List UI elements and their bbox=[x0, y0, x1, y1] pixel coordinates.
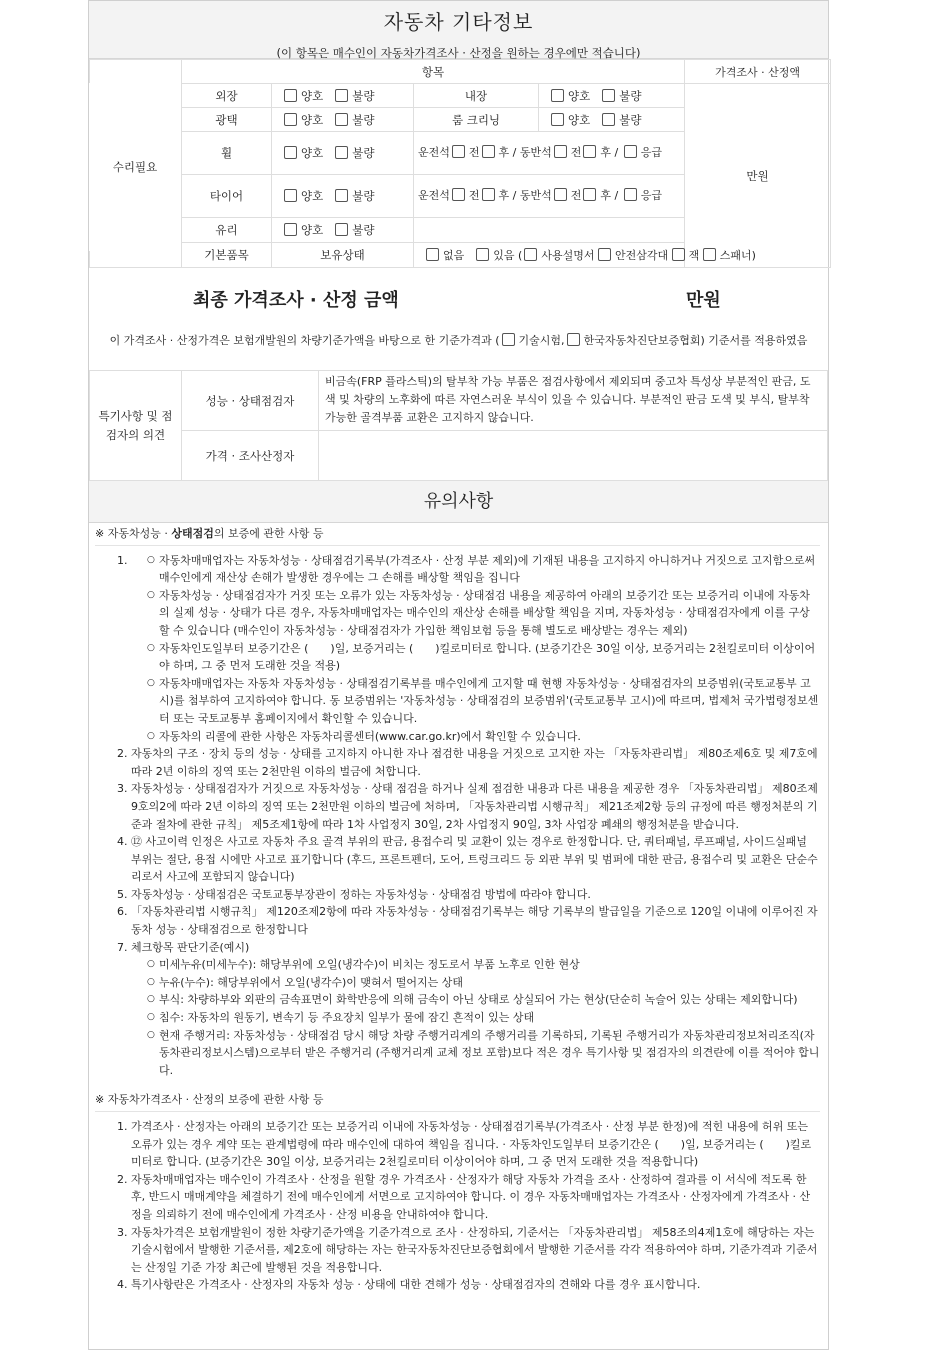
section-1-list bbox=[95, 552, 820, 1080]
notice-body bbox=[89, 525, 828, 1294]
possession-have-checkbox[interactable] bbox=[476, 248, 489, 261]
final-amount-label: 최종 가격조사 · 산정 금액 bbox=[193, 290, 399, 311]
possession-options: 없음 있음 ( 사용설명서 안전삼각대 잭 스패너) bbox=[414, 243, 831, 268]
wheel-driver-rear-checkbox[interactable] bbox=[482, 145, 495, 158]
section-1-heading: ※ 자동차성능 · 상태점검의 보증에 관한 사항 등 bbox=[95, 525, 820, 546]
row-label-room-cleaning: 룸 크리닝 bbox=[414, 108, 539, 132]
kadb-checkbox[interactable] bbox=[567, 333, 580, 346]
notice-title: 유의사항 bbox=[89, 481, 828, 523]
list-item: 4. ⑫ 사고이력 인정은 사고로 자동차 주요 골격 부위의 판금, 용접수리 및 교환이 있는 경우로 한정합니다. 단, 쿼터패널, 루프패널, 사이드실패널 부위는 절단, 용접 시에만 사고로 표기합니다 (후드, 프론트펜더, 도어, 트렁크리드 등 외판 부위 및 범퍼에 대한 판금, 용접수리 및 교환은 단순수리로서 사고에 포함되지 않습니다) bbox=[131, 833, 820, 886]
final-amount-unit: 만원 bbox=[686, 290, 721, 311]
good-label: 양호 bbox=[568, 88, 591, 103]
list-item: ○ 누유(누수): 해당부위에서 오일(냉각수)이 맺혀서 떨어지는 상태 bbox=[159, 974, 820, 992]
bad-label: 불량 bbox=[352, 189, 375, 203]
glass-empty-cell bbox=[414, 218, 685, 243]
interior-bad-checkbox[interactable] bbox=[602, 89, 615, 102]
list-item: 4. 특기사항란은 가격조사 · 산정자의 자동차 성능 · 상태에 대한 견해가 성능 · 상태점검자의 견해와 다를 경우 표시합니다. bbox=[131, 1276, 820, 1294]
tire-position-cell: 운전석 전 후 / 동반석 전 후 / 응급 bbox=[414, 175, 685, 218]
price-inspector-label: 가격 · 조사산정자 bbox=[182, 431, 319, 481]
row-label-interior: 내장 bbox=[414, 84, 539, 108]
wheel-driver-front-checkbox[interactable] bbox=[452, 145, 465, 158]
bad-label: 불량 bbox=[352, 146, 375, 160]
page-title: 자동차 기타정보 bbox=[383, 10, 534, 34]
possession-label: 보유상태 bbox=[272, 243, 414, 268]
glass-bad-checkbox[interactable] bbox=[335, 223, 348, 236]
vehicle-info-form bbox=[88, 0, 829, 1350]
row-label-gloss: 광택 bbox=[182, 108, 272, 132]
row-label-exterior: 외장 bbox=[182, 84, 272, 108]
vehicle-info-table bbox=[89, 59, 831, 268]
good-label: 양호 bbox=[568, 112, 591, 127]
bad-label: 불량 bbox=[352, 88, 375, 103]
exterior-bad-checkbox[interactable] bbox=[335, 89, 348, 102]
price-cell: 만원 bbox=[685, 84, 831, 268]
list-item: 3. 자동차성능 · 상태점검자가 거짓으로 자동차성능 · 상태 점검을 하거나 실제 점검한 내용과 다른 내용을 제공한 경우 「자동차관리법」 제80조제9호의2에 따라 2년 이하의 징역 또는 2천만원 이하의 벌금에 처하며, 「자동차관리법 시행규칙」 제21조제2항 등의 규정에 따른 행정처분의 기준과 절차에 관한 규칙」 제5조제1항에 따라 1차 사업정지 30일, 2차 사업정지 90일, 3차 사업장 폐쇄의 행정처분을 받습니다. bbox=[131, 780, 820, 833]
bad-label: 불량 bbox=[352, 223, 375, 237]
header-item: 항목 bbox=[182, 60, 685, 84]
list-item: 3. 자동차가격은 보험개발원이 정한 차량기준가액을 기준가격으로 조사 · 산정하되, 기준서는 「자동차관리법」 제58조의4제1호에 해당하는 자는 기술시험에서 발행한 기준서를, 제2호에 해당하는 자는 한국자동차진단보증협회에서 발행한 기준서를 각각 적용하여야 하며, 기준가격과 기준서는 산정일 기준 가장 최근에 발행된 것을 적용합니다. bbox=[131, 1224, 820, 1277]
opinion-group-label: 특기사항 및 점검자의 의견 bbox=[90, 371, 182, 481]
wheel-emergency-checkbox[interactable] bbox=[624, 145, 637, 158]
spanner-checkbox[interactable] bbox=[703, 248, 716, 261]
list-item: 6. 「자동차관리법 시행규칙」 제120조제2항에 따라 자동차성능 · 상태점검기록부는 해당 기록부의 발급일을 기준으로 120일 이내에 이루어진 자동차 성능 · 상태점검으로 한정합니다 bbox=[131, 903, 820, 938]
price-inspector-opinion[interactable] bbox=[319, 431, 828, 481]
bad-label: 불량 bbox=[619, 88, 642, 103]
list-item: 7. 체크항목 판단기준(예시) ○ 미세누유(미세누수): 해당부위에 오일(냉각수)이 비치는 정도로서 부품 노후로 인한 현상 ○ 누유(누수): 해당부위에서 오일(냉각수)이 맺혀서 떨어지는 상태 ○ 부식: 차량하부와 외판의 금속표면이 화학반응에 의해 금속이 아닌 상태로 상실되어 가는 현상(단순히 녹슬어 있는 상태는 제외합니다) ○ 침수: 자동차의 원동기, 변속기 등 주요장치 일부가 물에 잠긴 흔적이 있는 상태 ○ 현재 주행거리: 자동차성능 · 상태점검 당시 해당 차량 주행거리계의 주행거리를 기록하되, 기록된 주행거리가 자동차관리정보처리조직(자동차관리정보시스템)으로부터 받은 주행거리 (주행거리계 교체 정보 포함)보다 적은 경우 특기사항 및 점검자의 의견란에 이를 적어야 합니다. bbox=[131, 939, 820, 1080]
final-amount-row bbox=[89, 268, 828, 326]
final-note: 이 가격조사 · 산정가격은 보험개발원의 차량기준가액을 바탕으로 한 기준가격과 ( 기술시험, 한국자동차진단보증협회) 기준서를 적용하였음 bbox=[109, 334, 808, 347]
repair-group-cell bbox=[89, 83, 181, 251]
wheel-position-cell: 운전석 전 후 / 동반석 전 후 / 응급 bbox=[414, 132, 685, 175]
good-label: 양호 bbox=[301, 189, 324, 203]
list-item: ○ 침수: 자동차의 원동기, 변속기 등 주요장치 일부가 물에 잠긴 흔적이 있는 상태 bbox=[159, 1009, 820, 1027]
room-good-checkbox[interactable] bbox=[551, 113, 564, 126]
list-item: 5. 자동차성능 · 상태점검은 국토교통부장관이 정하는 자동차성능 · 상태점검 방법에 따라야 합니다. bbox=[131, 886, 820, 904]
basic-group-label: 기본품목 bbox=[182, 243, 272, 268]
possession-none-checkbox[interactable] bbox=[426, 248, 439, 261]
list-item: ○ 자동차인도일부터 보증기간은 ( )일, 보증거리는 ( )킬로미터로 합니다. (보증기간은 30일 이상, 보증거리는 2천킬로미터 이상이어야 하며, 그 중 먼저 도래한 것을 적용) bbox=[159, 640, 820, 675]
sub-list bbox=[131, 956, 820, 1079]
tire-emergency-checkbox[interactable] bbox=[624, 188, 637, 201]
list-item bbox=[131, 552, 820, 746]
list-item: 2. 자동차의 구조 · 장치 등의 성능 · 상태를 고지하지 아니한 자나 점검한 내용을 거짓으로 고지한 자는 「자동차관리법」 제80조제6호 및 제7호에 따라 2년 이하의 징역 또는 2천만원 이하의 벌금에 처합니다. bbox=[131, 745, 820, 780]
list-item: ○ 1. 자동차매매업자는 자동차성능 · 상태점검기록부(가격조사 · 산정 부분 제외)에 기재된 내용을 고지하지 아니하거나 거짓으로 고지함으로써 매수인에게 재산상 손해가 발생한 경우에는 그 손해를 배상할 책임을 집니다 bbox=[159, 552, 820, 587]
section-2-list bbox=[95, 1118, 820, 1294]
wheel-good-checkbox[interactable] bbox=[284, 146, 297, 159]
list-item: ○ 미세누유(미세누수): 해당부위에 오일(냉각수)이 비치는 정도로서 부품 노후로 인한 현상 bbox=[159, 956, 820, 974]
list-item: ○ 자동차성능 · 상태점검자가 거짓 또는 오류가 있는 자동차성능 · 상태점검 내용을 제공하여 아래의 보증기간 또는 보증거리 이내에 자동차의 실제 성능 · 상태가 다른 경우, 자동차매매업자는 매수인의 재산상 손해를 배상할 책임을 지며, 자동차성능 · 상태점검자에게 이를 구상할 수 있습니다 (매수인이 자동차성능 · 상태점검자가 가입한 책임보험 등을 통해 별도로 배상받는 경우는 제외) bbox=[159, 587, 820, 640]
bad-label: 불량 bbox=[352, 112, 375, 127]
row-label-glass: 유리 bbox=[182, 218, 272, 243]
performance-inspector-label: 성능 · 상태점검자 bbox=[182, 371, 319, 431]
wheel-bad-checkbox[interactable] bbox=[335, 146, 348, 159]
good-label: 양호 bbox=[301, 112, 324, 127]
list-item: 2. 자동차매매업자는 매수인이 가격조사 · 산정을 원할 경우 가격조사 · 산정자가 해당 자동차 가격을 조사 · 산정하여 결과를 이 서식에 적도록 한 후, 반드시 매매계약을 체결하기 전에 매수인에게 서면으로 고지하여야 합니다. 이 경우 자동차매매업자는 가격조사 · 산정자에게 가격조사 · 산정을 의뢰하기 전에 매수인에게 가격조사 · 산정 비용을 안내하여야 합니다. bbox=[131, 1171, 820, 1224]
list-item: ○ 현재 주행거리: 자동차성능 · 상태점검 당시 해당 차량 주행거리계의 주행거리를 기록하되, 기록된 주행거리가 자동차관리정보처리조직(자동차관리정보시스템)으로부터 받은 주행거리 (주행거리계 교체 정보 포함)보다 적은 경우 특기사항 및 점검자의 의견란에 이를 적어야 합니다. bbox=[159, 1027, 820, 1080]
list-item: 1. 가격조사 · 산정자는 아래의 보증기간 또는 보증거리 이내에 자동차성능 · 상태점검기록부(가격조사 · 산정 부분 한정)에 적힌 내용에 허위 또는 오류가 있는 경우 계약 또는 관계법령에 따라 매수인에 대하여 책임을 집니다. · 자동차인도일부터 보증기간은 ( )일, 보증거리는 ( )킬로미터로 합니다. (보증기간은 30일 이상, 보증거리는 2천킬로미터 이상이어야 하며, 그 중 먼저 도래한 것을 적용합니다) bbox=[131, 1118, 820, 1171]
good-label: 양호 bbox=[301, 223, 324, 237]
list-item: ○ 자동차매매업자는 자동차 자동차성능 · 상태점검기록부를 매수인에게 고지할 때 현행 자동차성능 · 상태점검자의 보증범위(국토교통부 고시)를 첨부하여 고지하여야 합니다. 동 보증범위는 '자동차성능 · 상태점검의 보증범위'(국토교통부 고시)에 따르며, 법제처 국가법령정보센터 또는 국토교통부 홈페이지에서 확인할 수 있습니다. bbox=[159, 675, 820, 728]
opinion-table bbox=[89, 370, 828, 481]
tire-passenger-front-checkbox[interactable] bbox=[554, 188, 567, 201]
manual-checkbox[interactable] bbox=[524, 248, 537, 261]
tire-driver-front-checkbox[interactable] bbox=[452, 188, 465, 201]
gloss-bad-checkbox[interactable] bbox=[335, 113, 348, 126]
tire-good-checkbox[interactable] bbox=[284, 189, 297, 202]
page-subtitle: (이 항목은 매수인이 자동차가격조사 · 산정을 원하는 경우에만 적습니다) bbox=[276, 46, 641, 60]
triangle-checkbox[interactable] bbox=[598, 248, 611, 261]
jack-checkbox[interactable] bbox=[672, 248, 685, 261]
list-item: ○ 부식: 차량하부와 외판의 금속표면이 화학반응에 의해 금속이 아닌 상태로 상실되어 가는 현상(단순히 녹슬어 있는 상태는 제외합니다) bbox=[159, 991, 820, 1009]
title-band bbox=[89, 1, 828, 59]
gloss-good-checkbox[interactable] bbox=[284, 113, 297, 126]
header-price: 가격조사 · 산정액 bbox=[685, 60, 831, 84]
good-label: 양호 bbox=[301, 88, 324, 103]
room-bad-checkbox[interactable] bbox=[602, 113, 615, 126]
row-label-tire: 타이어 bbox=[182, 175, 272, 218]
tire-passenger-rear-checkbox[interactable] bbox=[583, 188, 596, 201]
wheel-passenger-front-checkbox[interactable] bbox=[554, 145, 567, 158]
tech-test-checkbox[interactable] bbox=[502, 333, 515, 346]
sub-list bbox=[131, 552, 820, 746]
row-label-wheel: 휠 bbox=[182, 132, 272, 175]
bad-label: 불량 bbox=[619, 112, 642, 127]
wheel-passenger-rear-checkbox[interactable] bbox=[583, 145, 596, 158]
section-2-heading: ※ 자동차가격조사 · 산정의 보증에 관한 사항 등 bbox=[95, 1091, 820, 1112]
good-label: 양호 bbox=[301, 146, 324, 160]
glass-good-checkbox[interactable] bbox=[284, 223, 297, 236]
repair-group-text: 수리필요 bbox=[112, 160, 158, 174]
interior-good-checkbox[interactable] bbox=[551, 89, 564, 102]
tire-bad-checkbox[interactable] bbox=[335, 189, 348, 202]
list-item: ○ 자동차의 리콜에 관한 사항은 자동차리콜센터(www.car.go.kr)에서 확인할 수 있습니다. bbox=[159, 728, 820, 746]
tire-driver-rear-checkbox[interactable] bbox=[482, 188, 495, 201]
exterior-good-checkbox[interactable] bbox=[284, 89, 297, 102]
performance-inspector-opinion: 비금속(FRP 플라스틱)의 탈부착 가능 부품은 점검사항에서 제외되며 중고차 특성상 부분적인 판금, 도색 및 차량의 노후화에 따른 자연스러운 부식이 있을 수 있습니다. 부분적인 판금 도색 및 부식, 탈부착 가능한 골격부품 교환은 고지하지 않습니다. bbox=[319, 371, 828, 431]
